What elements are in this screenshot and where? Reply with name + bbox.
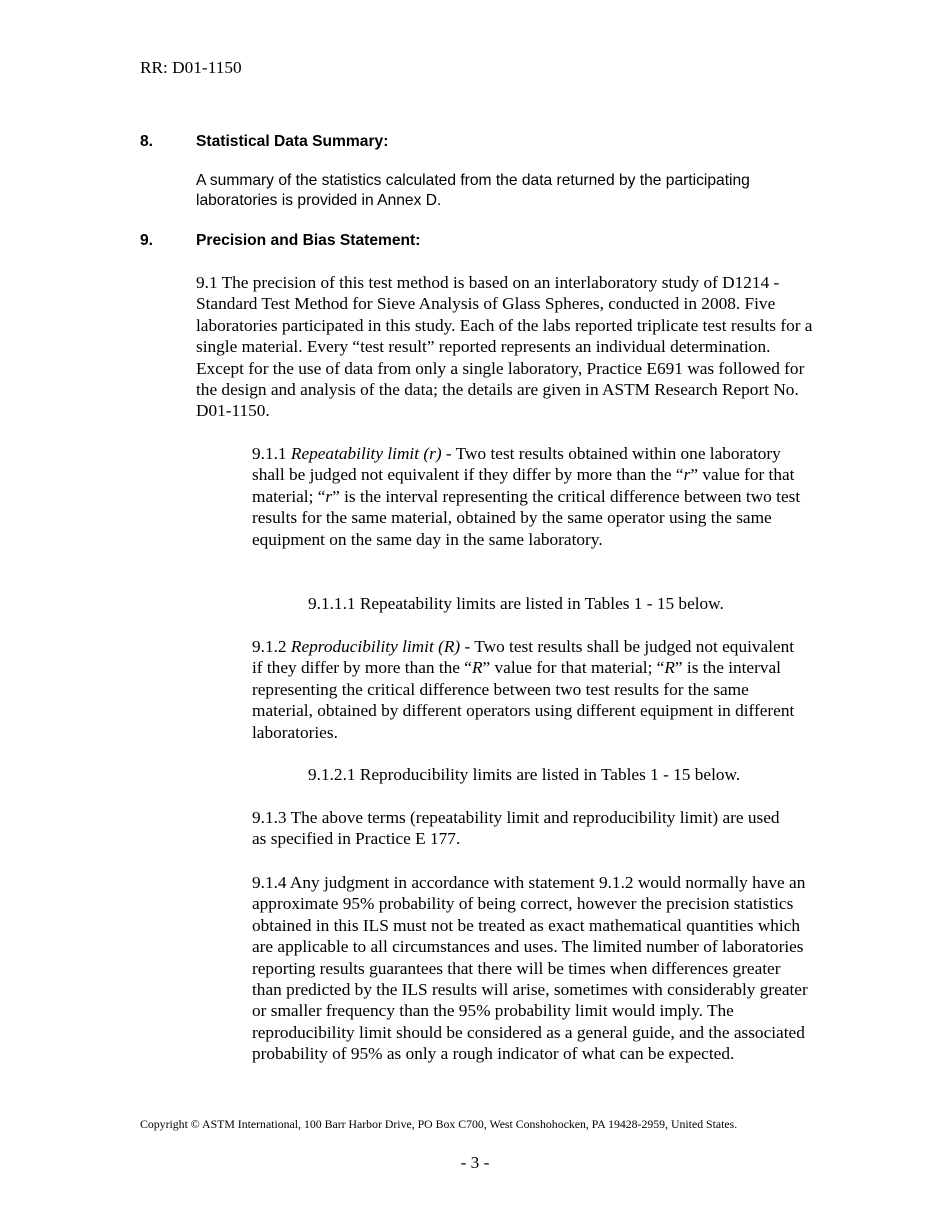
paragraph-9-1-1	[252, 443, 804, 550]
symbol-R: R	[664, 658, 675, 678]
clause-text: ” value for that material; “	[482, 658, 665, 678]
symbol-r: r	[683, 465, 691, 485]
paragraph-9-1-2	[252, 636, 804, 743]
section-8-number: 8.	[140, 133, 154, 150]
paragraph-9-1-1-1: 9.1.1.1 Repeatability limits are listed in Tables 1 - 15 below.	[308, 594, 724, 613]
clause-text: - Two test results shall be judged not equivalent if they differ by more than the “	[252, 637, 795, 678]
copyright-notice: Copyright © ASTM International, 100 Barr Harbor Drive, PO Box C700, West Conshohocken, PA 19428-2959, United States.	[140, 1117, 738, 1131]
clause-number: 9.1.2	[252, 637, 291, 656]
section-8-body: A summary of the statistics calculated from the data returned by the participating laboratories is provided in Annex D.	[196, 172, 750, 209]
paragraph-9-1: 9.1 The precision of this test method is based on an interlaboratory study of D1214 - Standard Test Method for Sieve Analysis of Glass Spheres, conducted in 2008. Five laboratories participated in this study. Each of the labs reported triplicate test results for a single material. Every “test result” reported represents an individual determination. Except for the use of data from only a single laboratory, Practice E691 was followed for the design and analysis of the data; the details are given in ASTM Research Report No. D01-1150.	[196, 273, 813, 421]
clause-text: ” is the interval representing the critical difference between two test results for the same material, obtained by different operators using different equipment in different laboratories.	[252, 658, 795, 742]
section-9-number: 9.	[140, 232, 154, 249]
section-8-title: Statistical Data Summary:	[196, 133, 389, 150]
clause-number: 9.1.1	[252, 444, 291, 463]
clause-text: - Two test results obtained within one laboratory shall be judged not equivalent if they differ by more than the “	[252, 444, 781, 485]
section-9-title: Precision and Bias Statement:	[196, 232, 421, 249]
paragraph-9-1-4: 9.1.4 Any judgment in accordance with statement 9.1.2 would normally have an approximate 95% probability of being correct, however the precision statistics obtained in this ILS must not be treated as exact mathematical quantities which are applicable to all circumstances and uses. The limited number of laboratories reporting results guarantees that there will be times when differences greater than predicted by the ILS results will arise, sometimes with considerably greater or smaller frequency than the 95% probability limit would imply. The reproducibility limit should be considered as a general guide, and the associated probability of 95% as only a rough indicator of what can be expected.	[252, 873, 808, 1064]
clause-text: ” is the interval representing the critical difference between two test results for the same material, obtained by the same operator using the same equipment on the same day in the same laboratory.	[252, 486, 801, 549]
report-id-header: RR: D01-1150	[140, 58, 242, 77]
symbol-r: r	[325, 486, 333, 506]
term-repeatability-limit: Repeatability limit (r)	[290, 444, 442, 463]
page-number: - 3 -	[460, 1153, 490, 1172]
symbol-R: R	[471, 658, 483, 678]
paragraph-9-1-3: 9.1.3 The above terms (repeatability limit and reproducibility limit) are used as specified in Practice E 177.	[252, 808, 780, 849]
term-reproducibility-limit: Reproducibility limit (R)	[290, 637, 461, 656]
clause-text: ” value for that material; “	[252, 465, 795, 506]
paragraph-9-1-2-1: 9.1.2.1 Reproducibility limits are listed in Tables 1 - 15 below.	[308, 765, 741, 784]
